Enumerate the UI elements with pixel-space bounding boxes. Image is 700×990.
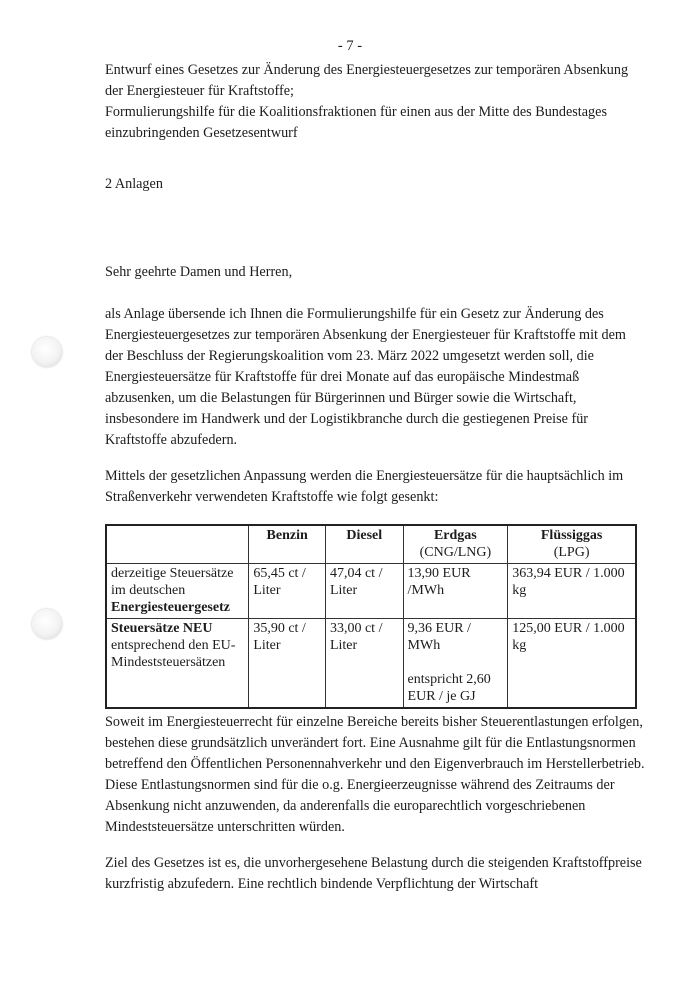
row-label-new-text: entsprechend den EU-Mindeststeuersätzen [111,638,236,670]
table-row-new [106,619,636,709]
row-label-current [106,564,249,619]
subject-line-2: Formulierungshilfe für die Koalitionsfraktionen für einen aus der Mitte des Bundestages einzubringenden Gesetzesentwurf [105,104,607,141]
tax-rate-table [105,524,637,709]
header-fluessiggas-label: Flüssiggas [540,528,603,543]
cell-fluessiggas-new: 125,00 EUR / 1.000 kg [508,619,636,709]
cell-diesel-new: 33,00 ct / Liter [325,619,403,709]
header-diesel: Diesel [325,525,403,564]
cell-erdgas-current: 13,90 EUR /MWh [403,564,508,619]
paragraph-goal: Ziel des Gesetzes ist es, die unvorhergesehene Belastung durch die steigenden Kraftstoffpreise kurzfristig abzufedern. Eine rechtlich bindende Verpflichtung der Wirtschaft [105,855,642,892]
salutation: Sehr geehrte Damen und Herren, [105,264,293,280]
punch-hole [32,337,62,367]
row-label-current-bold: Energiesteuergesetz [111,600,230,615]
header-erdgas-sub: (CNG/LNG) [419,545,492,560]
cell-erdgas-new-value: 9,36 EUR / MWh [407,621,471,653]
table-header-row [106,525,636,564]
header-erdgas [403,525,508,564]
page-number: - 7 - [337,38,363,54]
cell-benzin-current: 65,45 ct / Liter [249,564,326,619]
paragraph-adjustment: Mittels der gesetzlichen Anpassung werden die Energiesteuersätze für die hauptsächlich im Straßenverkehr verwendeten Kraftstoffe wie folgt gesenkt: [105,468,624,505]
cell-diesel-current: 47,04 ct / Liter [325,564,403,619]
paragraph-intro: als Anlage übersende ich Ihnen die Formulierungshilfe für ein Gesetz zur Änderung des Energiesteuergesetzes zur temporären Absenkung der Energiesteuer für Kraftstoffe mit dem der Beschluss der Regierungskoalition vom 23. März 2022 umgesetzt werden soll, die Energiesteuersätze für Kraftstoffe für drei Monate auf das europäische Mindestmaß abzusenken, um die Belastungen für Bürgerinnen und Bürger sowie die Wirtschaft, insbesondere im Handwerk und der Logistikbranche durch die gestiegenen Preise für Kraftstoffe abzufedern. [105,306,626,448]
header-benzin: Benzin [249,525,326,564]
header-fluessiggas-sub: (LPG) [553,545,590,560]
table-row-current [106,564,636,619]
row-label-new-bold: Steuersätze NEU [111,621,213,636]
cell-erdgas-new-note: entspricht 2,60 EUR / je GJ [407,672,491,704]
cell-fluessiggas-current: 363,94 EUR / 1.000 kg [508,564,636,619]
header-erdgas-label: Erdgas [433,528,477,543]
punch-hole [32,609,62,639]
paragraph-exceptions: Soweit im Energiesteuerrecht für einzelne Bereiche bereits bisher Steuerentlastungen erfolgen, bestehen diese grundsätzlich unverändert fort. Eine Ausnahme gilt für die Entlastungsnormen betreffend den Öffentlichen Personennahverkehr und den Eigenverbrauch im Herstellerbetrieb. Diese Entlastungsnormen sind für die o.g. Energieerzeugnisse während des Zeitraums der Absenkung nicht anzuwenden, da anderenfalls die europarechtlich vorgeschriebenen Mindeststeuersätze unterschritten würden. [105,714,645,835]
cell-benzin-new: 35,90 ct / Liter [249,619,326,709]
header-empty-cell [106,525,249,564]
subject-line-1: Entwurf eines Gesetzes zur Änderung des Energiesteuergesetzes zur temporären Absenkung der Energiesteuer für Kraftstoffe; [105,62,629,99]
row-label-new [106,619,249,709]
header-fluessiggas [508,525,636,564]
row-label-current-text: derzeitige Steuersätze im deutschen [111,566,234,598]
cell-erdgas-new [403,619,508,709]
attachments-note: 2 Anlagen [105,176,163,192]
